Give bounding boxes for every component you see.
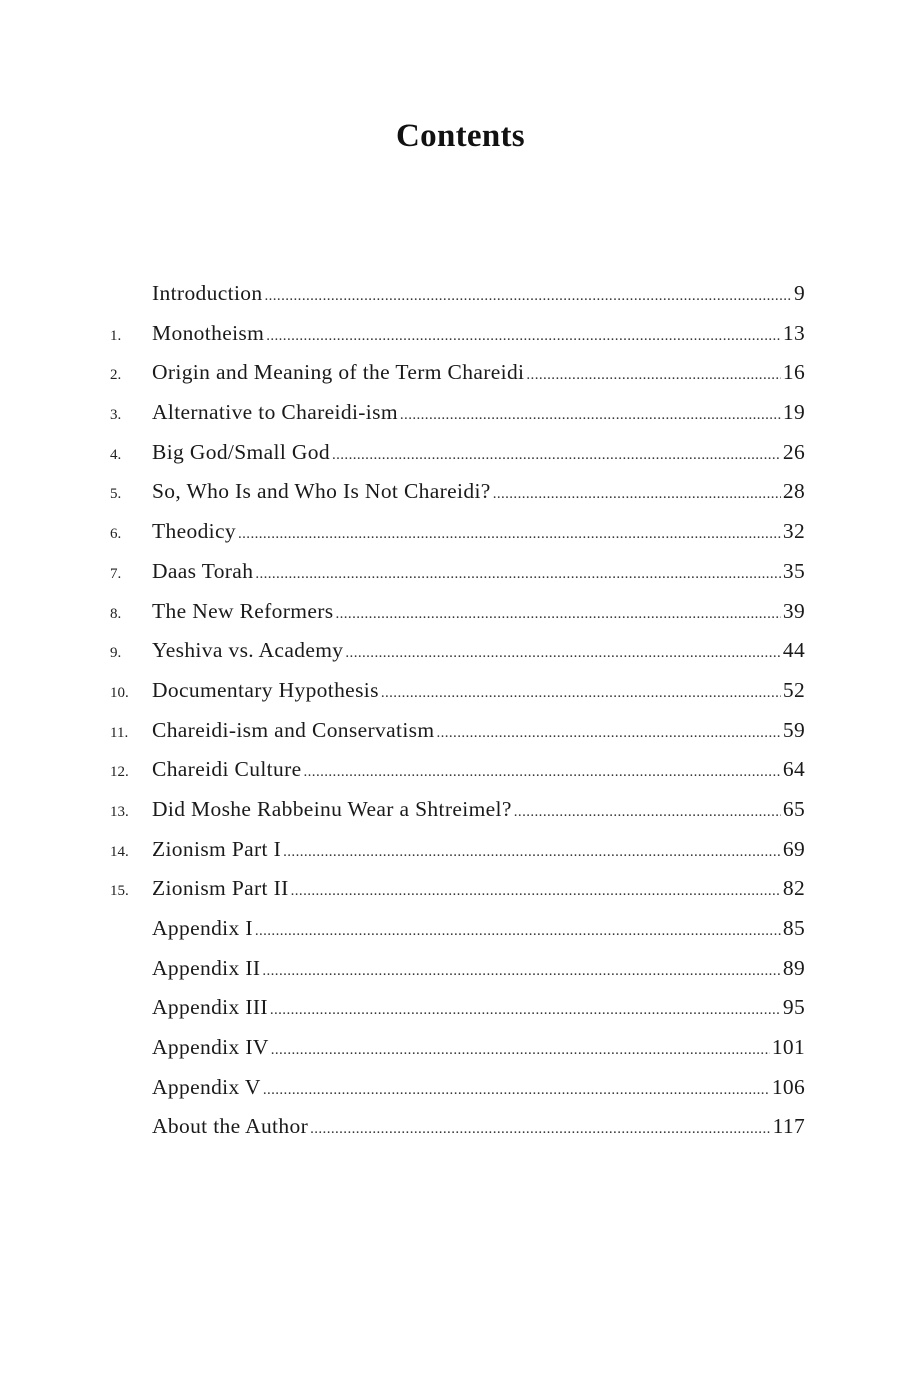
dot-leader	[266, 317, 781, 357]
toc-entry[interactable]	[110, 711, 805, 751]
chapter-number: 14.	[110, 843, 129, 860]
chapter-title: Appendix IV	[152, 1035, 269, 1060]
page-number: 69	[782, 836, 805, 861]
chapter-number: 3.	[110, 407, 122, 424]
page-number: 95	[782, 995, 805, 1020]
chapter-title: Monotheism	[152, 320, 265, 345]
dot-leader	[335, 595, 780, 635]
toc-entry[interactable]	[110, 472, 805, 512]
dot-leader	[310, 1110, 771, 1150]
chapter-title: Appendix II	[152, 955, 261, 980]
chapter-number: 10.	[110, 684, 129, 701]
toc-entry[interactable]	[110, 512, 805, 552]
chapter-title: Daas Torah	[152, 558, 254, 583]
page-number: 65	[782, 796, 805, 821]
toc-entry[interactable]	[110, 949, 805, 989]
page-number: 26	[782, 439, 805, 464]
page-number: 16	[782, 360, 805, 385]
page-number: 64	[782, 757, 805, 782]
chapter-number: 11.	[110, 724, 129, 741]
toc-entry[interactable]	[110, 830, 805, 870]
page-number: 85	[782, 916, 805, 940]
chapter-number: 2.	[110, 367, 122, 384]
chapter-number: 8.	[110, 605, 122, 622]
chapter-title: Yeshiva vs. Academy	[152, 638, 344, 663]
chapter-title: So, Who Is and Who Is Not Chareidi?	[152, 479, 491, 504]
toc-entry[interactable]	[110, 1068, 805, 1108]
dot-leader	[381, 674, 781, 714]
chapter-title: Zionism Part II	[152, 876, 289, 901]
toc-entry[interactable]	[110, 592, 805, 632]
toc-entry[interactable]	[110, 274, 805, 314]
chapter-title: The New Reformers	[152, 598, 334, 623]
page-number: 59	[782, 717, 805, 742]
chapter-title: Big God/Small God	[152, 439, 330, 464]
toc-entry[interactable]	[110, 1107, 805, 1147]
toc-entry[interactable]	[110, 353, 805, 393]
dot-leader	[262, 952, 781, 992]
chapter-title: Chareidi-ism and Conservatism	[152, 717, 435, 742]
dot-leader	[255, 912, 781, 952]
page-number: 19	[782, 400, 805, 425]
toc-entry[interactable]	[110, 869, 805, 909]
page-number: 44	[782, 638, 805, 663]
dot-leader	[283, 833, 781, 873]
chapter-title: Chareidi Culture	[152, 757, 302, 782]
dot-leader	[238, 515, 781, 555]
toc-entry[interactable]	[110, 750, 805, 790]
chapter-number: 1.	[110, 327, 122, 344]
dot-leader	[514, 793, 781, 833]
chapter-title: Introduction	[152, 281, 263, 305]
chapter-title: Appendix I	[152, 916, 253, 940]
dot-leader	[345, 634, 781, 674]
toc-entry[interactable]	[110, 433, 805, 473]
page-number: 9	[793, 281, 805, 305]
page-number: 13	[782, 320, 805, 345]
chapter-number: 4.	[110, 446, 122, 463]
chapter-number: 9.	[110, 645, 122, 662]
page-number: 82	[782, 876, 805, 901]
toc-entry[interactable]	[110, 393, 805, 433]
page-number: 101	[771, 1035, 805, 1060]
chapter-title: Did Moshe Rabbeinu Wear a Shtreimel?	[152, 796, 512, 821]
chapter-title: Zionism Part I	[152, 836, 282, 861]
dot-leader	[304, 753, 781, 793]
dot-leader	[263, 1071, 770, 1111]
chapter-number: 15.	[110, 883, 129, 900]
toc-entry[interactable]	[110, 1028, 805, 1068]
chapter-number: 6.	[110, 526, 122, 543]
page-number: 35	[782, 558, 805, 583]
toc-entry[interactable]	[110, 988, 805, 1028]
chapter-title: Theodicy	[152, 519, 236, 544]
dot-leader	[255, 555, 781, 595]
chapter-number: 7.	[110, 565, 122, 582]
page-number: 39	[782, 598, 805, 623]
page-number: 89	[782, 955, 805, 980]
toc-entry[interactable]	[110, 552, 805, 592]
page-number: 52	[782, 677, 805, 702]
chapter-number: 5.	[110, 486, 122, 503]
page-title: Contents	[396, 118, 525, 154]
chapter-title: Appendix V	[152, 1074, 261, 1099]
chapter-number: 12.	[110, 764, 129, 781]
page-number: 117	[772, 1114, 805, 1139]
table-of-contents	[110, 274, 805, 1147]
dot-leader	[271, 1031, 770, 1071]
toc-entry[interactable]	[110, 671, 805, 711]
chapter-title: Alternative to Chareidi-ism	[152, 400, 398, 425]
toc-entry[interactable]	[110, 631, 805, 671]
page-number: 32	[782, 519, 805, 544]
page-number: 106	[771, 1074, 805, 1099]
chapter-title: Documentary Hypothesis	[152, 677, 379, 702]
dot-leader	[264, 277, 791, 317]
chapter-number: 13.	[110, 803, 129, 820]
dot-leader	[291, 872, 781, 912]
page-number: 28	[782, 479, 805, 504]
chapter-title: Origin and Meaning of the Term Chareidi	[152, 360, 525, 385]
dot-leader	[526, 356, 781, 396]
dot-leader	[493, 475, 781, 515]
chapter-title: About the Author	[152, 1114, 309, 1139]
toc-entry[interactable]	[110, 909, 805, 949]
toc-entry[interactable]	[110, 314, 805, 354]
chapter-title: Appendix III	[152, 995, 268, 1020]
dot-leader	[270, 991, 781, 1031]
dot-leader	[400, 396, 781, 436]
dot-leader	[436, 714, 780, 754]
toc-entry[interactable]	[110, 790, 805, 830]
dot-leader	[332, 436, 781, 476]
